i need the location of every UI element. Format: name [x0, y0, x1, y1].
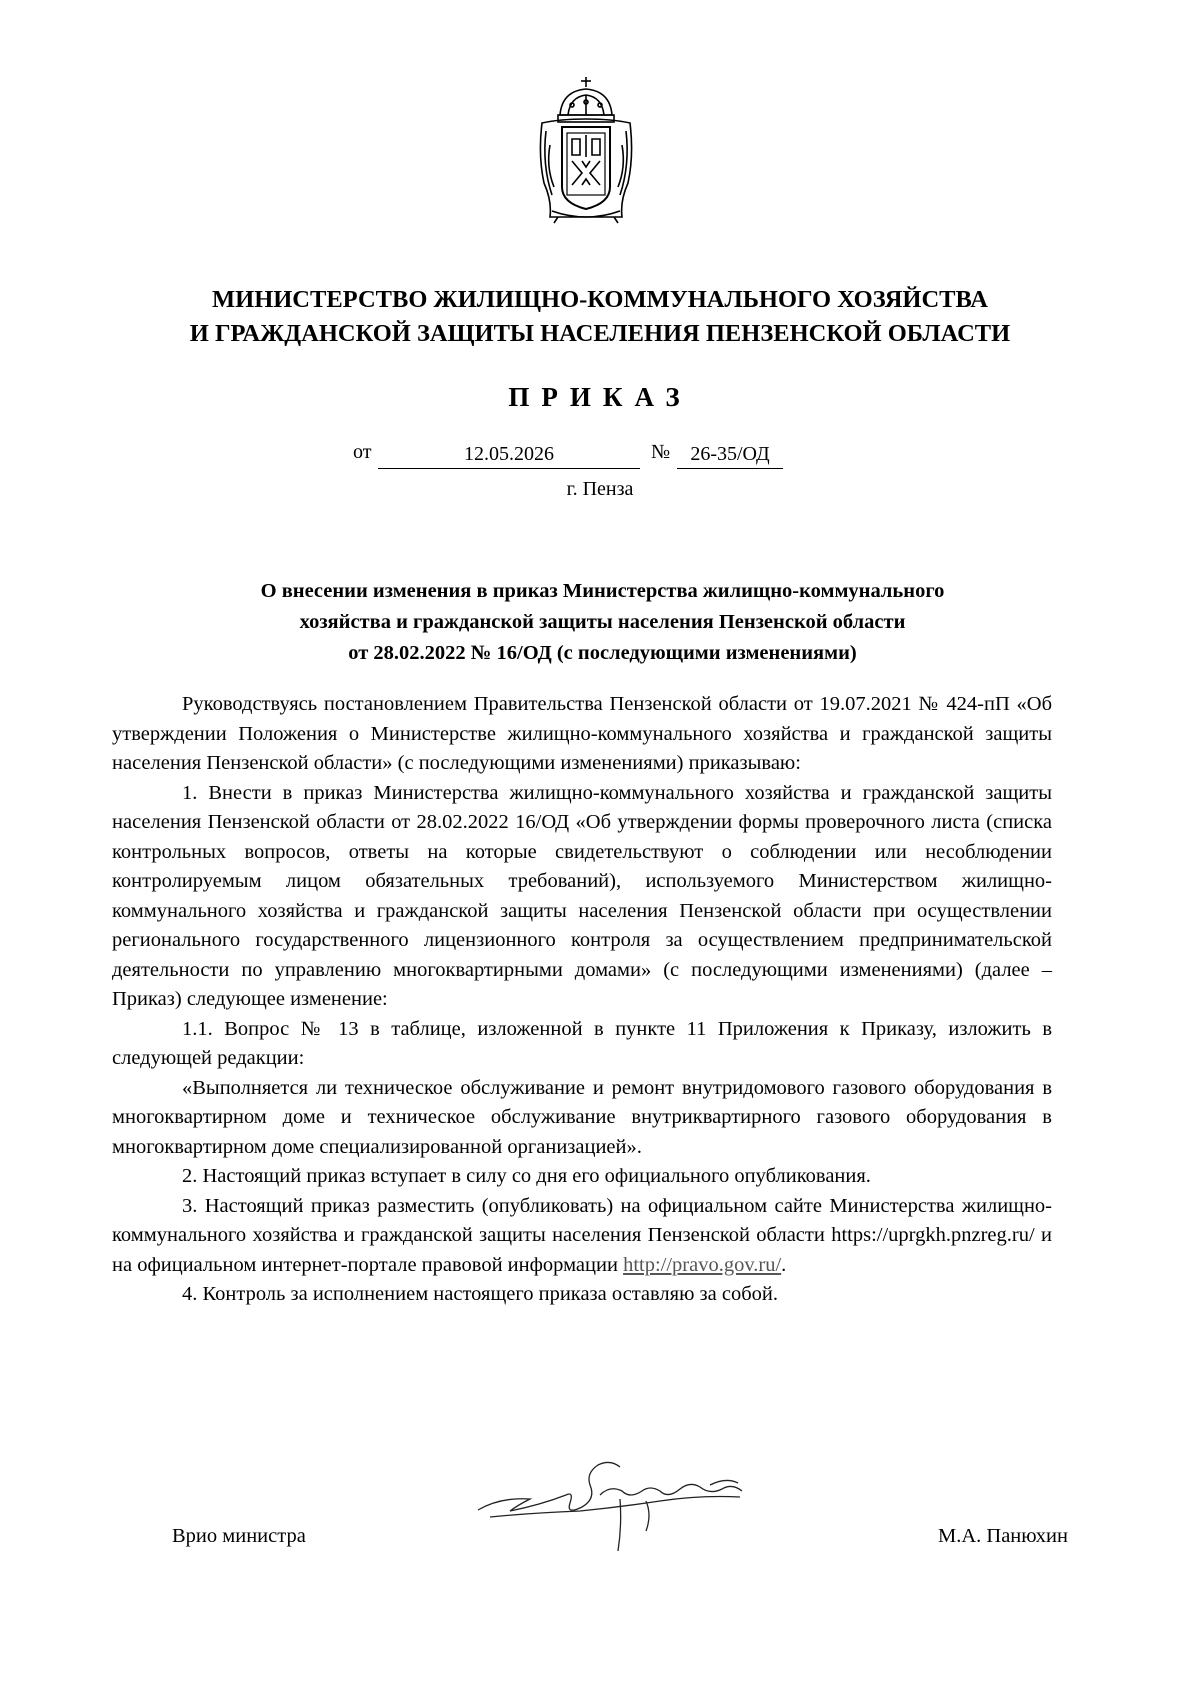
handwritten-signature [470, 1455, 770, 1565]
clause-1-paragraph: 1. Внести в приказ Министерства жилищно-коммунального хозяйства и гражданской защиты населения Пензенской области от 28.02.2022 16/ОД «Об утверждении формы проверочного листа (списка контрольных вопросов, ответы на которые свидетельствуют о соблюдении или несоблюдении контролируемым лицом обязательных требований), используемого Министерством жилищно-коммунального хозяйства и гражданской защиты населения Пензенской области при осуществлении регионального государственного лицензионного контроля за осуществлением предпринимательской деятельности по управлению многоквартирными домами» (с последующими изменениями) (далее – Приказ) следующее изменение: [112, 781, 1052, 1010]
clause-2-paragraph: 2. Настоящий приказ вступает в силу со дня его официального опубликования. [182, 1165, 871, 1187]
quoted-question-paragraph: «Выполняется ли техническое обслуживание и ремонт внутридомового газового оборудования в многоквартирном доме и техническое обслуживание внутриквартирного газового оборудования в многоквартирном доме специализированной организацией». [112, 1076, 1052, 1158]
clause-3-text: 3. Настоящий приказ разместить (опубликовать) на официальном сайте Министерства жилищно-коммунального хозяйства и гражданской защиты населения Пензенской области https://uprgkh.pnzreg.ru/ и на официальном интернет-портале правовой информации [112, 1194, 1052, 1276]
preamble-paragraph: Руководствуясь постановлением Правительства Пензенской области от 19.07.2021 № 424-пП «Об утверждении Положения о Министерстве жилищно-коммунального хозяйства и гражданской защиты населения Пензенской области» (с последующими изменениями) приказываю: [112, 693, 1052, 774]
date-number-line [0, 440, 1200, 470]
document-number-label: № [651, 441, 671, 463]
pravo-gov-link[interactable]: http://pravo.gov.ru/ [623, 1253, 782, 1276]
date-from-label: от [353, 441, 372, 463]
coat-of-arms-emblem [532, 75, 640, 225]
ministry-name [100, 283, 1100, 351]
document-type-title: ПРИКАЗ [508, 382, 692, 412]
order-subject-line-1: О внесении изменения в приказ Министерства жилищно-коммунального [260, 580, 945, 602]
clause-3-paragraph [112, 1192, 1052, 1281]
clause-4-paragraph: 4. Контроль за исполнением настоящего приказа оставляю за собой. [182, 1283, 778, 1305]
ministry-name-line-1: МИНИСТЕРСТВО ЖИЛИЩНО-КОММУНАЛЬНОГО ХОЗЯЙСТВА [212, 286, 988, 313]
document-date: 12.05.2026 [378, 440, 640, 469]
order-subject-line-3: от 28.02.2022 № 16/ОД (с последующими изменениями) [348, 642, 857, 664]
signatory-position: Врио министра [172, 1525, 306, 1547]
clause-1-1-paragraph: 1.1. Вопрос № 13 в таблице, изложенной в пункте 11 Приложения к Приказу, изложить в следующей редакции: [112, 1017, 1052, 1069]
city-name: г. Пенза [566, 478, 634, 500]
document-number: 26-35/ОД [677, 440, 783, 469]
order-subject [120, 576, 1085, 669]
ministry-name-line-2: И ГРАЖДАНСКОЙ ЗАЩИТЫ НАСЕЛЕНИЯ ПЕНЗЕНСКОЙ ОБЛАСТИ [189, 320, 1011, 347]
order-subject-line-2: хозяйства и гражданской защиты населения Пензенской области [299, 611, 906, 633]
clause-3-end: . [781, 1253, 787, 1276]
signatory-name: М.А. Панюхин [938, 1525, 1068, 1547]
order-body [112, 690, 1052, 1310]
